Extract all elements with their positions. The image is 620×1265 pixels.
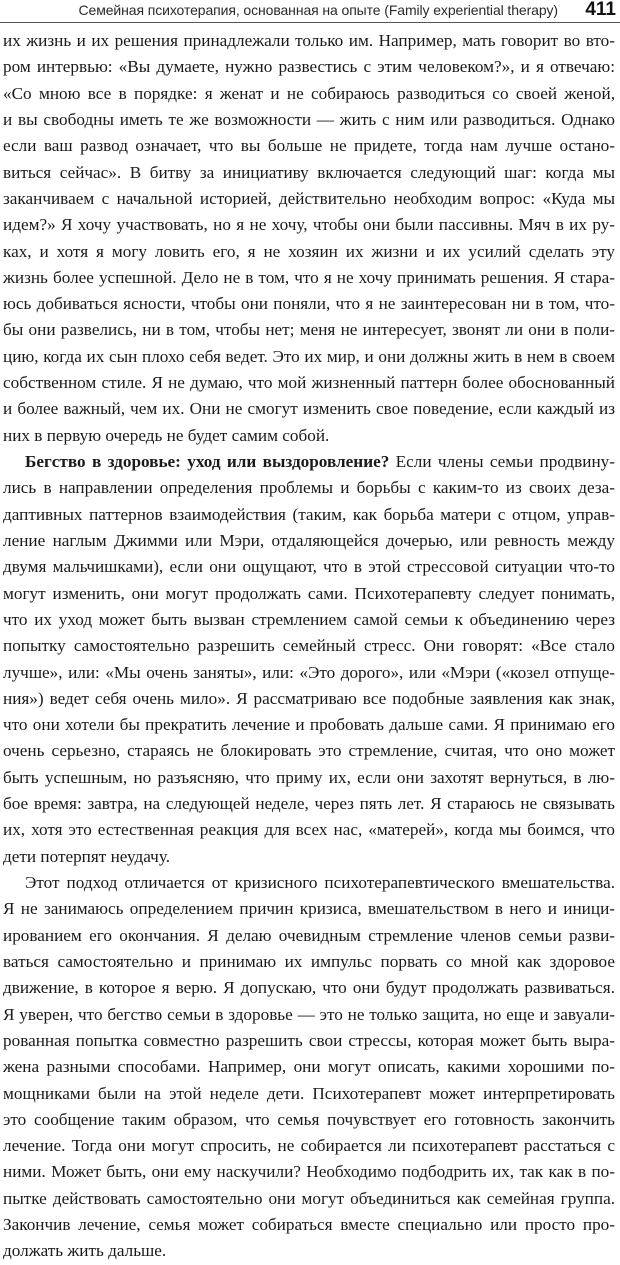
text-line: Этот подход отличается от кризисного психотерапевтического вмешательства. xyxy=(25,873,615,892)
text-line: лись в направлении определения проблемы и борьбы с каким-то из своих деза- xyxy=(3,478,615,498)
page-number: 411 xyxy=(585,0,616,20)
text-line: быть успешным, но разъясняю, что приму их, если они захотят вернуться, в лю- xyxy=(3,767,615,787)
text-line: их жизнь и их решения принадлежали только им. Например, мать говорит во вто- xyxy=(3,31,615,50)
text-line: Я не занимаюсь определением причин кризиса, вмешательством в него и иници- xyxy=(3,899,615,919)
text-line: и более важный, чем их. Они не смогут изменить свое поведение, если каждый из xyxy=(3,399,615,419)
text-line: и вы свободны иметь те же возможности — жить с ним или разводиться. Однако xyxy=(3,109,615,129)
header-rule xyxy=(0,22,620,23)
text-line: даптивных паттернов взаимодействия (таким, как борьба матери с отцом, управ- xyxy=(3,504,615,524)
paragraph-3 xyxy=(3,870,615,1265)
paragraph-2 xyxy=(3,449,615,870)
text-line: цию, когда их сын плохо себя ведет. Это их мир, и они должны жить в нем в своем xyxy=(3,346,615,366)
text-line: жена разными способами. Например, они могут описать, какими хорошими по- xyxy=(3,1057,615,1077)
text-line: виться сейчас». В битву за инициативу включается следующий шаг: когда мы xyxy=(3,162,615,182)
text-line: пытке действовать самостоятельно они могут объединиться как семейная группа. xyxy=(3,1188,615,1208)
text-line: Я уверен, что бегство семьи в здоровье — это не только защита, но еще и завуали- xyxy=(3,1004,615,1024)
text-line: бы они развелись, ни в том, чтобы нет; меня не интересует, звонят ли они в поли- xyxy=(3,320,615,340)
text-line: двумя мальчишками), если они ощущают, что в этой стрессовой ситуации что-то xyxy=(3,557,615,577)
text-line: мощниками были на этой неделе дети. Психотерапевт может интерпретировать xyxy=(3,1083,615,1103)
text-line: идем?» Я хочу участвовать, но я не хочу, чтобы они были пассивны. Мяч в их ру- xyxy=(3,215,615,235)
page-body xyxy=(3,28,615,1265)
text-line: могут изменить, они могут продолжать сами. Психотерапевту следует понимать, xyxy=(3,583,615,603)
text-line: дети потерпят неудачу. xyxy=(3,846,170,866)
paragraph-1 xyxy=(3,28,615,449)
text-line: заканчиваем с начальной историей, действительно необходим вопрос: «Куда мы xyxy=(3,188,615,208)
text-line: ках, и хотя я могу ловить его, я не хозяин их жизни и их усилий сделать эту xyxy=(3,241,615,261)
text-line: ваться самостоятельно и принимаю их импульс порвать со мной как здоровое xyxy=(3,951,615,971)
text-line: жизнь более успешной. Дело не в том, что я не хочу принимать решения. Я стара- xyxy=(3,267,615,287)
text-line: лучше», или: «Мы очень заняты», или: «Это дорого», или «Мэри («козел отпуще- xyxy=(3,662,615,682)
text-line: «Со мною все в порядке: я женат и не собираюсь разводиться со своей женой, xyxy=(3,83,615,103)
page-header xyxy=(0,0,620,24)
text-line: что их уход может быть вызван стремлением самой семьи к объединению через xyxy=(3,609,615,629)
text-line: что они хотели бы прекратить лечение и пробовать дальше сами. Я принимаю его xyxy=(3,715,615,735)
text-line: попытку самостоятельно разрешить семейный стресс. Они говорят: «Все стало xyxy=(3,636,615,656)
text-line: ированием его окончания. Я делаю очевидным стремление членов семьи разви- xyxy=(3,925,615,945)
text-line: рованная попытка совместно разрешить свои стрессы, которая может быть выра- xyxy=(3,1030,615,1050)
text-line: ними. Может быть, они ему наскучили? Необходимо подбодрить их, так как в по- xyxy=(3,1162,615,1182)
text-line: бое время: завтра, на следующей неделе, через пять лет. Я стараюсь не связывать xyxy=(3,794,615,814)
text-line: это сообщение таким образом, что семья почувствует его готовность закончить xyxy=(3,1109,615,1129)
text-line: лечение. Тогда они могут спросить, не собирается ли психотерапевт расстаться с xyxy=(3,1136,615,1156)
text-line: очень серьезно, стараясь не блокировать это стремление, считая, что оно может xyxy=(3,741,615,761)
text-line: если ваш развод означает, что вы больше не придете, тогда нам лучше остано- xyxy=(3,136,615,156)
text-line: Закончив лечение, семья может собираться вместе специально или просто про- xyxy=(3,1215,615,1235)
text-line: них в первую очередь не будет самим собой. xyxy=(3,425,330,445)
text-line: юсь добиваться ясности, чтобы они поняли, что я не заинтересован ни в том, что- xyxy=(3,294,615,314)
section-heading: Бегство в здоровье: уход или выздоровление? xyxy=(25,452,390,471)
heading-line-rest: Если члены семьи продвину- xyxy=(389,452,615,471)
text-line xyxy=(3,449,615,475)
text-line: их, хотя это естественная реакция для всех нас, «матерей», когда мы боимся, что xyxy=(3,820,615,840)
text-line: ром интервью: «Вы думаете, нужно развестись с этим человеком?», и я отвечаю: xyxy=(3,57,615,77)
text-line: ния») ведет себя очень мило». Я рассматриваю все подобные заявления как знак, xyxy=(3,688,615,708)
text-line: движение, в которое я верю. Я допускаю, что они будут продолжать развиваться. xyxy=(3,978,615,998)
text-line: ление наглым Джимми или Мэри, отдаляющейся дочерью, или ревность между xyxy=(3,530,615,550)
text-line: собственном стиле. Я не думаю, что мой жизненный паттерн более обоснованный xyxy=(3,373,615,393)
text-line: должать жить дальше. xyxy=(3,1241,167,1261)
running-title: Семейная психотерапия, основанная на опыте (Family experiential therapy) xyxy=(78,2,558,18)
